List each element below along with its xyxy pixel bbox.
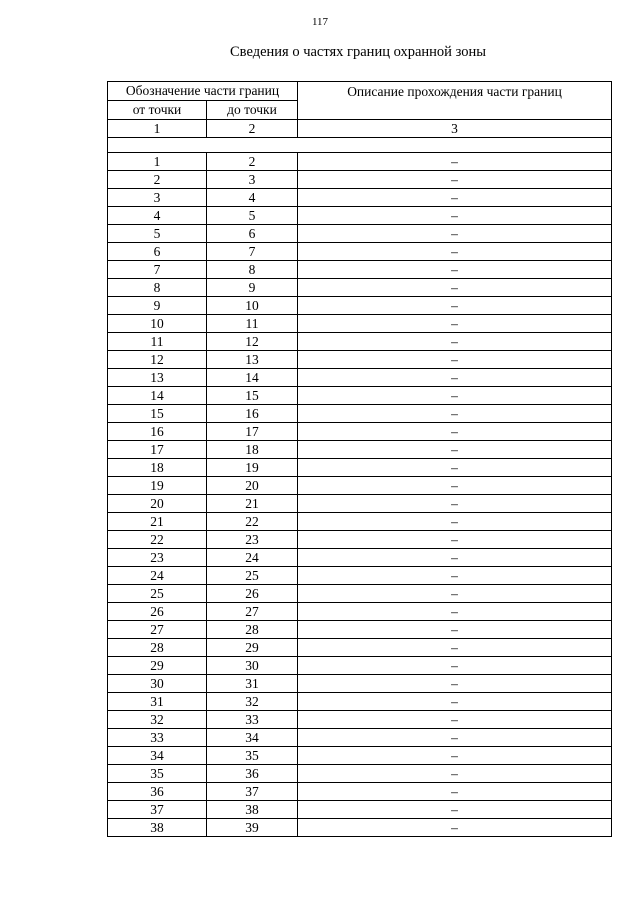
cell-desc: – — [298, 171, 612, 189]
table-row — [108, 729, 612, 747]
cell-desc: – — [298, 513, 612, 531]
table-row — [108, 693, 612, 711]
cell-to: 26 — [207, 585, 298, 603]
cell-desc: – — [298, 585, 612, 603]
cell-from: 36 — [108, 783, 207, 801]
table-row — [108, 189, 612, 207]
cell-to: 22 — [207, 513, 298, 531]
table-row — [108, 639, 612, 657]
cell-to: 37 — [207, 783, 298, 801]
cell-to: 28 — [207, 621, 298, 639]
cell-to: 23 — [207, 531, 298, 549]
cell-from: 19 — [108, 477, 207, 495]
cell-from: 29 — [108, 657, 207, 675]
cell-from: 10 — [108, 315, 207, 333]
cell-from: 35 — [108, 765, 207, 783]
cell-to: 27 — [207, 603, 298, 621]
table-row — [108, 477, 612, 495]
table-row — [108, 207, 612, 225]
table-row — [108, 369, 612, 387]
cell-desc: – — [298, 675, 612, 693]
cell-to: 34 — [207, 729, 298, 747]
cell-from: 25 — [108, 585, 207, 603]
table-row — [108, 711, 612, 729]
cell-from: 4 — [108, 207, 207, 225]
header-boundary-designation: Обозначение части границ — [108, 82, 298, 101]
table-row — [108, 549, 612, 567]
cell-to: 35 — [207, 747, 298, 765]
boundary-parts-table — [107, 81, 612, 837]
cell-to: 10 — [207, 297, 298, 315]
cell-to: 17 — [207, 423, 298, 441]
cell-desc: – — [298, 639, 612, 657]
table-row — [108, 279, 612, 297]
cell-from: 6 — [108, 243, 207, 261]
cell-to: 32 — [207, 693, 298, 711]
cell-to: 3 — [207, 171, 298, 189]
cell-to: 12 — [207, 333, 298, 351]
table-row — [108, 531, 612, 549]
cell-to: 13 — [207, 351, 298, 369]
cell-desc: – — [298, 261, 612, 279]
cell-desc: – — [298, 531, 612, 549]
cell-desc: – — [298, 351, 612, 369]
cell-to: 2 — [207, 153, 298, 171]
cell-desc: – — [298, 459, 612, 477]
cell-from: 15 — [108, 405, 207, 423]
cell-to: 15 — [207, 387, 298, 405]
table-row — [108, 783, 612, 801]
cell-to: 16 — [207, 405, 298, 423]
cell-to: 9 — [207, 279, 298, 297]
cell-desc: – — [298, 819, 612, 837]
cell-from: 11 — [108, 333, 207, 351]
table-row — [108, 261, 612, 279]
cell-desc: – — [298, 657, 612, 675]
table-row — [108, 351, 612, 369]
cell-from: 3 — [108, 189, 207, 207]
column-number-2: 2 — [207, 120, 298, 138]
cell-from: 37 — [108, 801, 207, 819]
cell-from: 5 — [108, 225, 207, 243]
cell-to: 30 — [207, 657, 298, 675]
cell-desc: – — [298, 567, 612, 585]
cell-to: 24 — [207, 549, 298, 567]
cell-to: 29 — [207, 639, 298, 657]
cell-desc: – — [298, 549, 612, 567]
cell-desc: – — [298, 243, 612, 261]
table-row — [108, 459, 612, 477]
cell-to: 18 — [207, 441, 298, 459]
table-row — [108, 405, 612, 423]
table-row — [108, 171, 612, 189]
cell-desc: – — [298, 711, 612, 729]
cell-desc: – — [298, 315, 612, 333]
table-row — [108, 243, 612, 261]
table-row — [108, 333, 612, 351]
cell-to: 6 — [207, 225, 298, 243]
cell-to: 7 — [207, 243, 298, 261]
cell-to: 4 — [207, 189, 298, 207]
cell-to: 25 — [207, 567, 298, 585]
page-number: 117 — [311, 16, 329, 28]
table-row — [108, 513, 612, 531]
cell-from: 13 — [108, 369, 207, 387]
table-row — [108, 801, 612, 819]
cell-from: 28 — [108, 639, 207, 657]
cell-desc: – — [298, 207, 612, 225]
cell-desc: – — [298, 747, 612, 765]
cell-desc: – — [298, 405, 612, 423]
cell-from: 17 — [108, 441, 207, 459]
cell-desc: – — [298, 765, 612, 783]
section-separator-cell — [108, 138, 612, 153]
cell-to: 39 — [207, 819, 298, 837]
table-row — [108, 153, 612, 171]
cell-from: 27 — [108, 621, 207, 639]
cell-to: 21 — [207, 495, 298, 513]
cell-desc: – — [298, 279, 612, 297]
table-body — [108, 153, 612, 837]
cell-desc: – — [298, 477, 612, 495]
table-row — [108, 603, 612, 621]
cell-desc: – — [298, 693, 612, 711]
table-row — [108, 819, 612, 837]
cell-desc: – — [298, 225, 612, 243]
table-row — [108, 315, 612, 333]
cell-from: 8 — [108, 279, 207, 297]
cell-from: 24 — [108, 567, 207, 585]
cell-to: 36 — [207, 765, 298, 783]
cell-to: 38 — [207, 801, 298, 819]
cell-to: 11 — [207, 315, 298, 333]
table-row — [108, 387, 612, 405]
cell-from: 9 — [108, 297, 207, 315]
cell-desc: – — [298, 333, 612, 351]
cell-desc: – — [298, 153, 612, 171]
cell-to: 31 — [207, 675, 298, 693]
header-from-point: от точки — [108, 101, 207, 120]
header-to-point: до точки — [207, 101, 298, 120]
table-row — [108, 747, 612, 765]
cell-from: 21 — [108, 513, 207, 531]
cell-to: 20 — [207, 477, 298, 495]
table-row — [108, 297, 612, 315]
cell-desc: – — [298, 729, 612, 747]
cell-desc: – — [298, 387, 612, 405]
cell-desc: – — [298, 441, 612, 459]
cell-to: 5 — [207, 207, 298, 225]
cell-from: 23 — [108, 549, 207, 567]
cell-from: 7 — [108, 261, 207, 279]
cell-from: 14 — [108, 387, 207, 405]
cell-to: 8 — [207, 261, 298, 279]
page-title: Сведения о частях границ охранной зоны — [230, 44, 486, 60]
cell-from: 22 — [108, 531, 207, 549]
table-row — [108, 675, 612, 693]
cell-from: 1 — [108, 153, 207, 171]
cell-from: 12 — [108, 351, 207, 369]
cell-from: 38 — [108, 819, 207, 837]
table-row — [108, 765, 612, 783]
table-row — [108, 225, 612, 243]
cell-to: 33 — [207, 711, 298, 729]
cell-to: 19 — [207, 459, 298, 477]
section-separator-row — [108, 138, 612, 153]
cell-from: 32 — [108, 711, 207, 729]
header-description: Описание прохождения части границ — [298, 82, 612, 120]
table-row — [108, 441, 612, 459]
cell-desc: – — [298, 297, 612, 315]
table-row — [108, 621, 612, 639]
cell-desc: – — [298, 423, 612, 441]
cell-from: 2 — [108, 171, 207, 189]
cell-from: 18 — [108, 459, 207, 477]
cell-desc: – — [298, 801, 612, 819]
table-row — [108, 495, 612, 513]
cell-desc: – — [298, 495, 612, 513]
table-row — [108, 567, 612, 585]
cell-from: 26 — [108, 603, 207, 621]
cell-from: 33 — [108, 729, 207, 747]
table-row — [108, 423, 612, 441]
cell-to: 14 — [207, 369, 298, 387]
cell-desc: – — [298, 369, 612, 387]
column-number-3: 3 — [298, 120, 612, 138]
cell-from: 34 — [108, 747, 207, 765]
cell-from: 16 — [108, 423, 207, 441]
cell-desc: – — [298, 783, 612, 801]
cell-desc: – — [298, 603, 612, 621]
cell-from: 20 — [108, 495, 207, 513]
cell-desc: – — [298, 189, 612, 207]
cell-from: 30 — [108, 675, 207, 693]
table-row — [108, 657, 612, 675]
column-number-1: 1 — [108, 120, 207, 138]
table-row — [108, 585, 612, 603]
cell-from: 31 — [108, 693, 207, 711]
cell-desc: – — [298, 621, 612, 639]
